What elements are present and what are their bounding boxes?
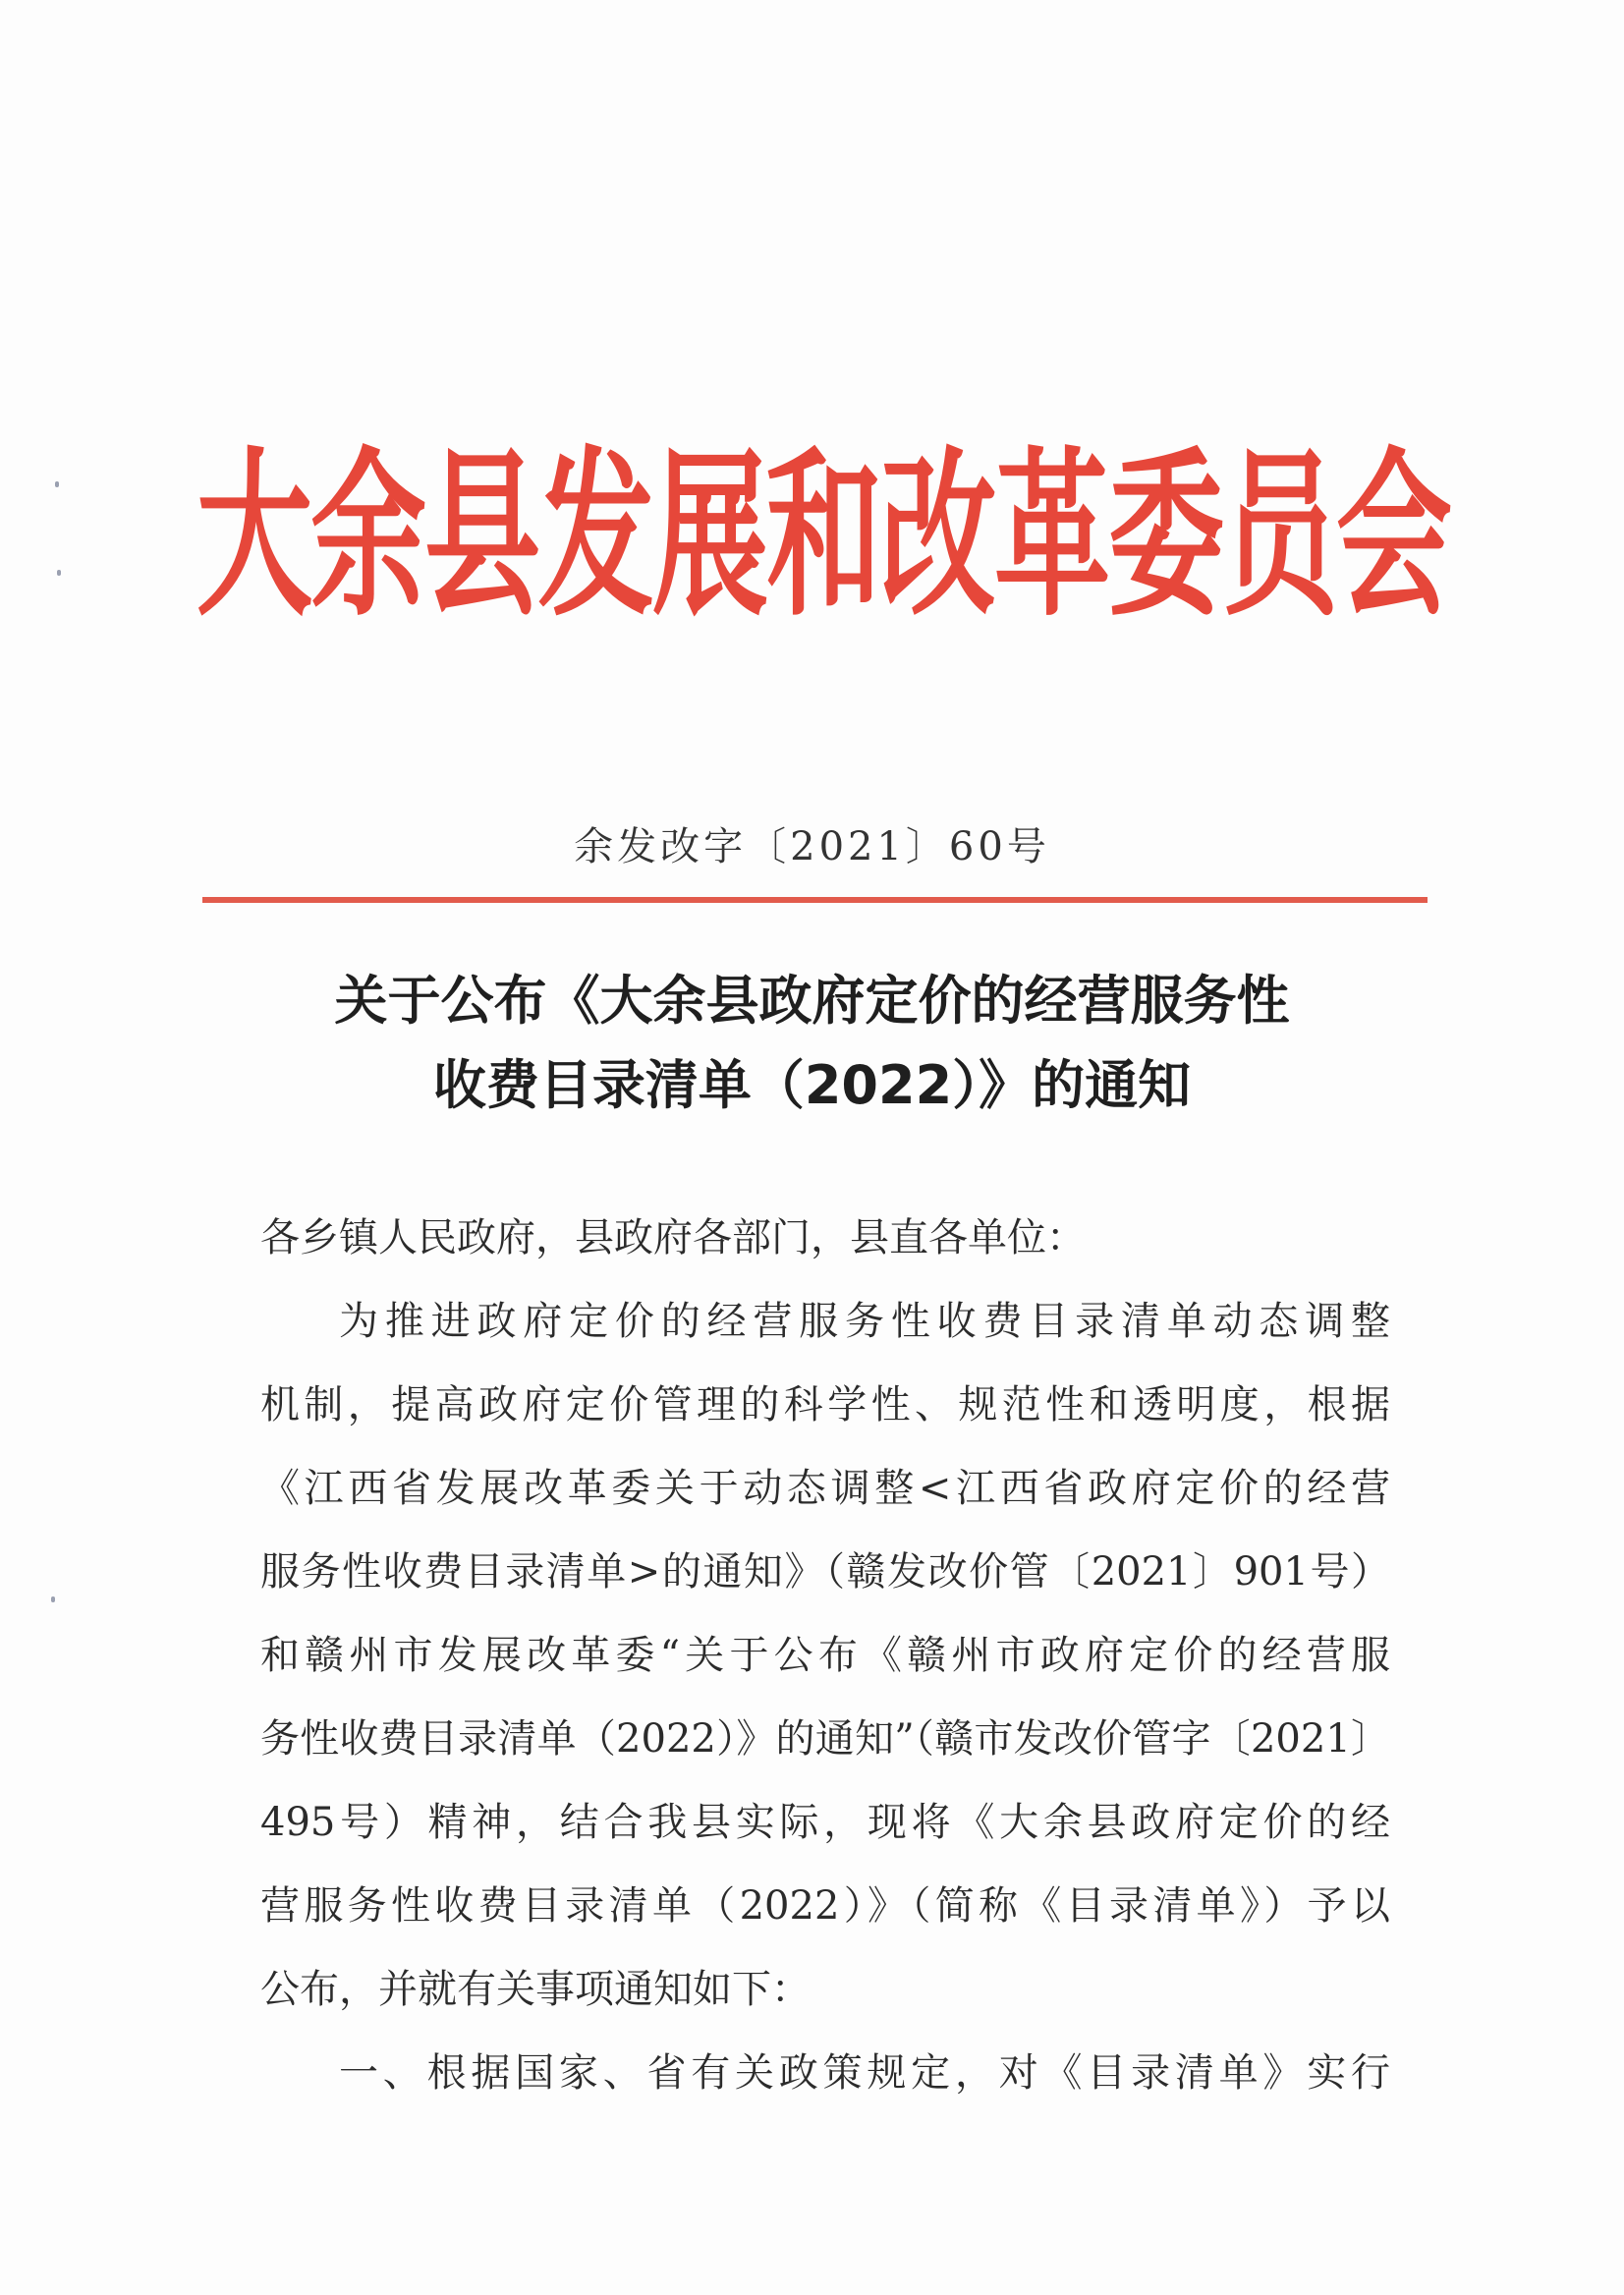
document-title <box>0 959 1624 1128</box>
scan-speck <box>51 1596 55 1602</box>
salutation: 各乡镇人民政府，县政府各部门，县直各单位： <box>260 1215 1086 1260</box>
paragraph-1-line: 495号）精神，结合我县实际，现将《大余县政府定价的经 <box>260 1800 1390 1845</box>
paragraph-1-line: 营服务性收费目录清单（2022）》（简称《目录清单》）予以 <box>260 1883 1390 1929</box>
paragraph-1-line: 和赣州市发展改革委“关于公布《赣州市政府定价的经营服 <box>260 1633 1390 1678</box>
paragraph-2-line: 一、根据国家、省有关政策规定，对《目录清单》实行 <box>339 2050 1390 2096</box>
paragraph-1-line: 《江西省发展改革委关于动态调整<江西省政府定价的经营 <box>260 1466 1390 1511</box>
title-line-2: 收费目录清单（2022）》的通知 <box>432 1054 1192 1116</box>
scan-speck <box>57 570 61 576</box>
document-body <box>260 1197 1390 2115</box>
paragraph-1-line: 服务性收费目录清单>的通知》（赣发改价管〔2021〕901号） <box>260 1549 1390 1595</box>
paragraph-1-line: 机制，提高政府定价管理的科学性、规范性和透明度，根据 <box>260 1382 1390 1427</box>
title-line-1: 关于公布《大余县政府定价的经营服务性 <box>334 970 1290 1032</box>
masthead-org-name: 大余县发展和改革委员会 <box>196 430 1451 641</box>
document-number: 余发改字〔2021〕60号 <box>574 824 1050 869</box>
red-divider-line <box>202 897 1428 903</box>
paragraph-1-line: 公布，并就有关事项通知如下： <box>260 1967 811 2012</box>
paragraph-1-line: 为推进政府定价的经营服务性收费目录清单动态调整 <box>339 1299 1390 1344</box>
paragraph-1-line: 务性收费目录清单（2022）》的通知”（赣市发改价管字〔2021〕 <box>260 1716 1390 1762</box>
scan-speck <box>55 481 59 487</box>
